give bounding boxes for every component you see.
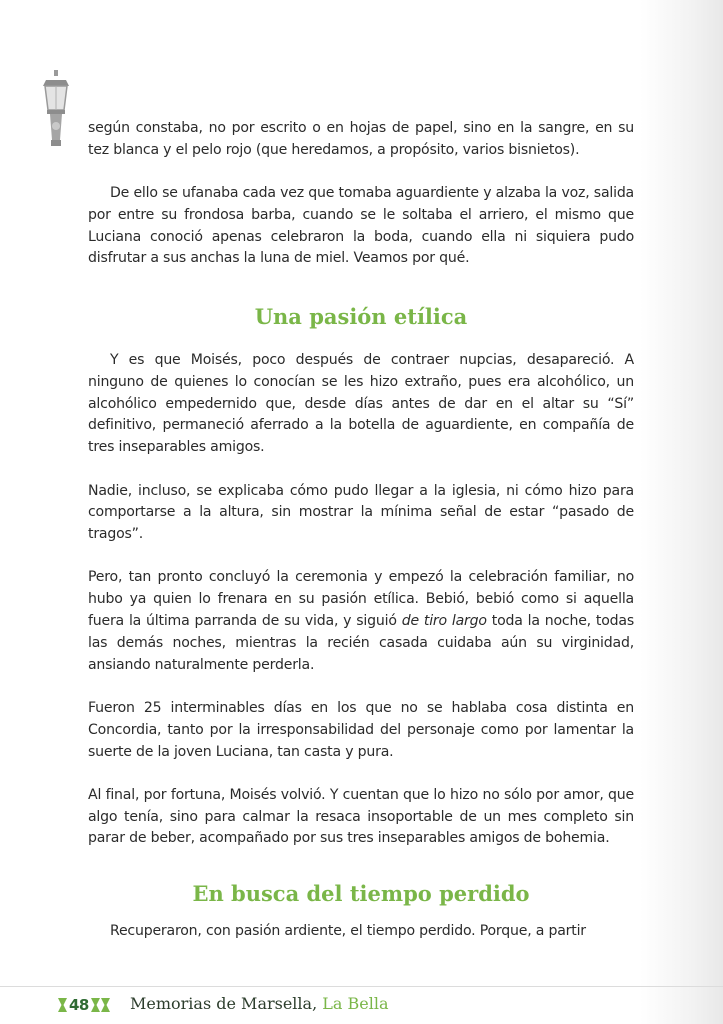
italic-phrase: de tiro largo	[401, 613, 487, 630]
paragraph: Al final, por fortuna, Moisés volvió. Y cuentan que lo hizo no sólo por amor, que algo tenía, sino para calmar la resaca insoportable de un mes completo sin parar de beber, acompañado por sus tres inseparables amigos de bohemia.	[88, 786, 634, 847]
hourglass-ornament-icon	[101, 998, 110, 1012]
book-title-main: Memorias de Marsella,	[130, 994, 318, 1013]
section-heading: En busca del tiempo perdido	[192, 881, 530, 907]
page-footer	[0, 982, 723, 1024]
body-text	[88, 118, 634, 943]
paragraph: Nadie, incluso, se explicaba cómo pudo llegar a la iglesia, ni cómo hizo para comportarse a la altura, sin mostrar la mínima señal de estar “pasado de tragos”.	[88, 482, 634, 543]
hourglass-ornament-icon	[91, 998, 100, 1012]
page-number: 48	[69, 996, 89, 1014]
paragraph: Y es que Moisés, poco después de contraer nupcias, desapareció. A ninguno de quienes lo conocían se les hizo extraño, pues era alcohólico, un alcohólico empedernido que, desde días antes de dar en el altar su “Sí” definitivo, permaneció aferrado a la botella de aguardiente, en compañía de tres inseparables amigos.	[88, 352, 634, 456]
paragraph: Recuperaron, con pasión ardiente, el tiempo perdido. Porque, a partir	[110, 923, 586, 940]
paragraph: según constaba, no por escrito o en hojas de papel, sino en la sangre, en su tez blanca y el pelo rojo (que heredamos, a propósito, varios bisnietos).	[88, 120, 634, 158]
paragraph	[88, 567, 634, 676]
paragraph-text: Pero, tan pronto concluyó la ceremonia y empezó la celebración familiar, no hubo ya quien lo frenara en su pasión etílica. Bebió, bebió como si aquella fuera la última parranda de su vida, y siguió	[88, 569, 634, 630]
footer-divider	[0, 986, 723, 987]
book-subtitle: La Bella	[322, 994, 389, 1013]
book-title	[130, 994, 389, 1013]
page-number-block	[58, 995, 110, 1015]
hourglass-ornament-icon	[58, 998, 67, 1012]
paragraph: De ello se ufanaba cada vez que tomaba aguardiente y alzaba la voz, salida por entre su frondosa barba, cuando se le soltaba el arriero, el mismo que Luciana conoció apenas celebraron la boda, cuando ella ni siquiera pudo disfrutar a sus anchas la luna de miel. Veamos por qué.	[88, 185, 634, 267]
paragraph-text: toda la noche, todas las demás noches, mientras la recién casada cuidaba aún su virginidad, ansiando naturalmente perderla.	[88, 613, 634, 673]
street-lamp-icon	[38, 70, 74, 154]
paragraph: Fueron 25 interminables días en los que no se hablaba cosa distinta en Concordia, tanto por la irresponsabilidad del personaje como por lamentar la suerte de la joven Luciana, tan casta y pura.	[88, 699, 634, 760]
section-heading: Una pasión etílica	[254, 304, 468, 330]
